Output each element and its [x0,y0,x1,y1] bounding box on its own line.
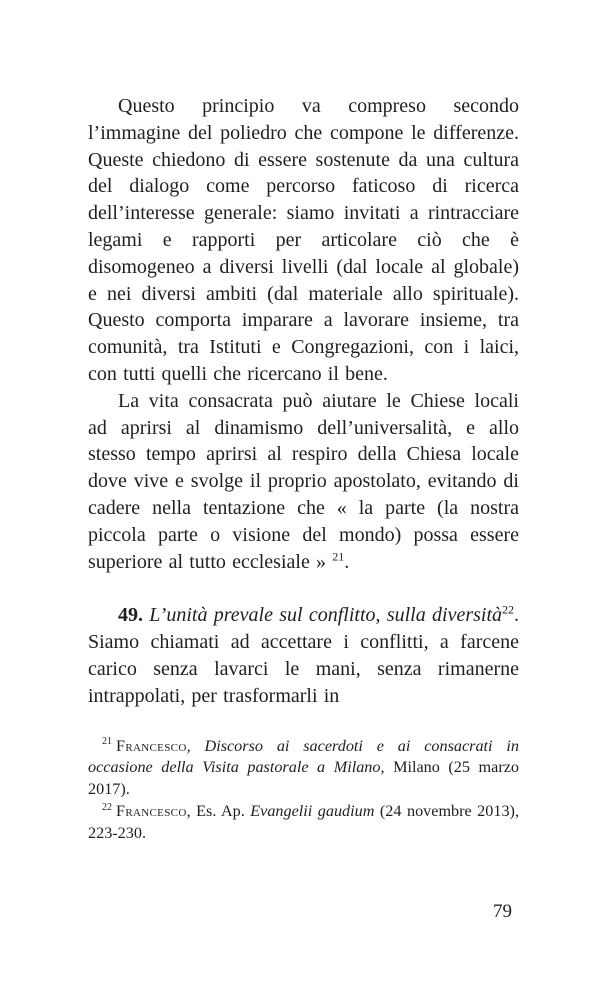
text-block [88,93,519,845]
footnote-21-rest: Milano (25 marzo 2017). [88,758,519,799]
paragraph-2 [88,388,519,576]
footnote-ref-21: 21 [332,548,345,563]
footnote-22-mid: , Es. Ap. [186,801,251,820]
paragraph-2-after: . [344,550,350,573]
paragraph-1-text: Questo principio va compreso secondo l’immagine del poliedro che compone le differenze. Queste chiedono di essere sostenute da una cultura del dialogo come percorso faticoso di ricerca dell’interesse generale: siamo invitati a rintracciare legami e rapporti per articolare ciò che è disomogeneo a diversi livelli (dal locale al globale) e nei diversi ambiti (dal materiale allo spirituale). Questo comporta imparare a lavorare insieme, tra comunità, tra Istituti e Congregazioni, con i laici, con tutti quelli che ricercano il bene. [88,95,519,385]
paragraph-49-rest: . Siamo chiamati ad accettare i conflitti, a farcene carico senza lavarci le mani, senza rimanerne intrappolati, per trasformarli in [88,604,519,707]
section-lead-italic: L’unità prevale sul conflitto, sulla diversità [149,604,502,627]
footnote-22-author: Francesco [116,801,187,820]
footnote-21 [88,736,519,801]
section-number: 49. [118,604,143,627]
footnote-21-number: 21 [102,736,112,748]
paragraph-2-text: La vita consacrata può aiutare le Chiese locali ad aprirsi al dinamismo dell’universalità, e allo stesso tempo aprirsi al respiro della Chiesa locale dove vive e svolge il proprio apostolato, evitando di cadere nella tentazione che « la parte (la nostra piccola parte o visione del mondo) possa essere superiore al tutto ecclesiale » [88,389,519,573]
footnote-ref-22: 22 [502,602,514,617]
footnote-22 [88,801,519,845]
paragraph-49 [88,602,519,709]
paragraph-1 [88,93,519,388]
footnote-21-sep: , [186,736,205,755]
footnotes-block [88,736,519,845]
footnote-21-title: Discorso ai sacerdoti e ai consacrati in occasione della Visita pastorale a Milano, [88,736,519,777]
footnote-21-author: Francesco [116,736,187,755]
footnote-22-number: 22 [102,801,112,813]
page-number: 79 [493,901,512,922]
footnote-22-title: Evangelii gaudium [250,801,375,820]
footnote-22-rest: (24 novembre 2013), 223-230. [88,801,519,842]
